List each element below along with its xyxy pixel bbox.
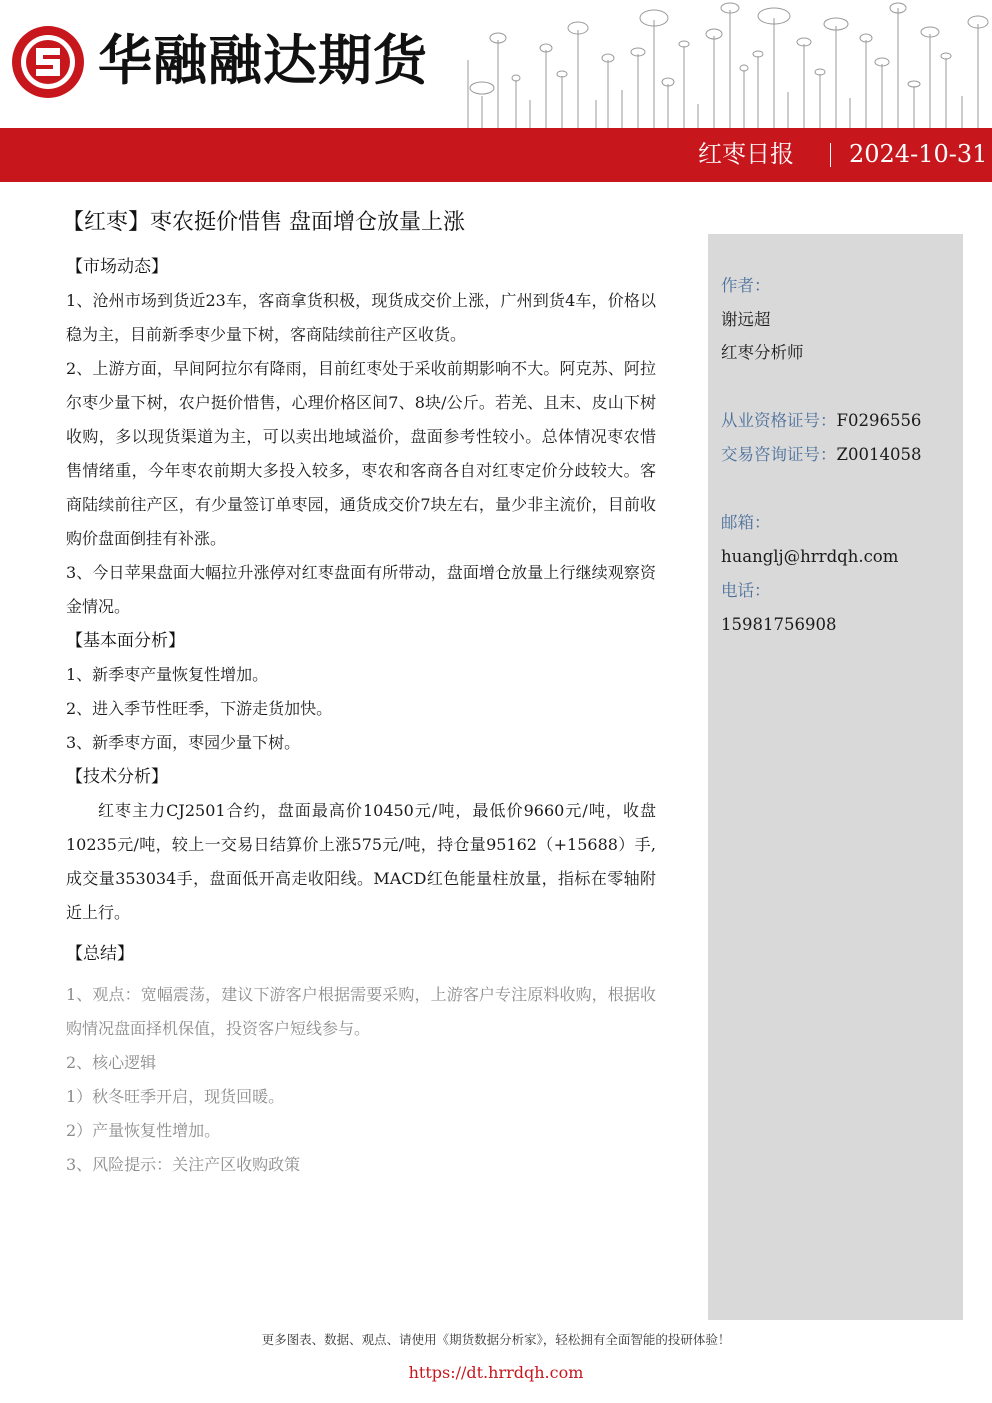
summary-item: 1、观点：宽幅震荡，建议下游客户根据需要采购，上游客户专注原料收购，根据收购情况盘面择机保值，投资客户短线参与。 (66, 985, 656, 1038)
author-sidebar (708, 234, 963, 1320)
author-title: 红枣分析师 (721, 343, 804, 362)
market-item: 2、上游方面，早间阿拉尔有降雨，目前红枣处于采收前期影响不大。阿克苏、阿拉尔枣少量下树，农户挺价惜售，心理价格区间7、8块/公斤。若羌、且末、皮山下树收购，多以现货渠道为主，可以卖出地域溢价，盘面参考性较小。总体情况枣农惜售情绪重，今年枣农前期大多投入较多，枣农和客商各自对红枣定价分歧较大。客商陆续前往产区，有少量签订单枣园，通货成交价7块左右，量少非主流价，目前收购价盘面倒挂有补涨。 (66, 359, 656, 548)
company-logo-icon (10, 24, 86, 100)
summary-item: 1）秋冬旺季开启，现货回暖。 (66, 1087, 285, 1106)
report-title: 红枣日报 (698, 140, 794, 168)
consult-row (721, 443, 921, 467)
report-date: 2024-10-31 (849, 140, 988, 168)
market-item: 1、沧州市场到货近23车，客商拿货积极，现货成交价上涨，广州到货4车，价格以稳为主，目前新季枣少量下树，客商陆续前往产区收货。 (66, 291, 656, 344)
consult-label: 交易咨询证号： (721, 445, 837, 464)
technical-text: 红枣主力CJ2501合约，盘面最高价10450元/吨，最低价9660元/吨，收盘10235元/吨，较上一交易日结算价上涨575元/吨，持仓量95162（+15688）手,成交量353034手，盘面低开高走收阳线。MACD红色能量柱放量，指标在零轴附近上行。 (66, 801, 656, 922)
footer-link[interactable]: https://dt.hrrdqh.com (408, 1363, 584, 1382)
email-value[interactable]: huanglj@hrrdqh.com (721, 547, 899, 566)
report-header (0, 0, 992, 182)
fundamental-item: 3、新季枣方面，枣园少量下树。 (66, 733, 301, 752)
section-heading-fundamental: 【基本面分析】 (66, 631, 185, 651)
summary-item: 3、风险提示：关注产区收购政策 (66, 1155, 301, 1174)
license-row (721, 409, 921, 433)
consult-value: Z0014058 (836, 445, 922, 464)
summary-item: 2、核心逻辑 (66, 1053, 157, 1072)
header-decoration (458, 0, 992, 128)
fundamental-item: 2、进入季节性旺季，下游走货加快。 (66, 699, 333, 718)
article-body (62, 202, 656, 1182)
market-item: 3、今日苹果盘面大幅拉升涨停对红枣盘面有所带动，盘面增仓放量上行继续观察资金情况。 (66, 563, 656, 616)
footer-note: 更多图表、数据、观点、请使用《期货数据分析家》，轻松拥有全面智能的投研体验！ (261, 1332, 731, 1347)
title-band (0, 128, 992, 182)
license-label: 从业资格证号： (721, 411, 837, 430)
license-value: F0296556 (836, 411, 922, 430)
email-label: 邮箱： (721, 513, 771, 532)
section-heading-technical: 【技术分析】 (66, 767, 168, 787)
section-heading-market: 【市场动态】 (66, 257, 168, 277)
article-title: 【红枣】枣农挺价惜售 盘面增仓放量上涨 (62, 210, 465, 235)
section-heading-summary: 【总结】 (66, 944, 134, 964)
phone-label: 电话： (721, 581, 771, 600)
company-name: 华融融达期货 (98, 29, 428, 92)
phone-value: 15981756908 (721, 615, 837, 634)
author-label: 作者： (721, 276, 771, 295)
fundamental-item: 1、新季枣产量恢复性增加。 (66, 665, 269, 684)
author-name: 谢远超 (721, 310, 771, 329)
title-divider (830, 143, 831, 167)
summary-item: 2）产量恢复性增加。 (66, 1121, 221, 1140)
